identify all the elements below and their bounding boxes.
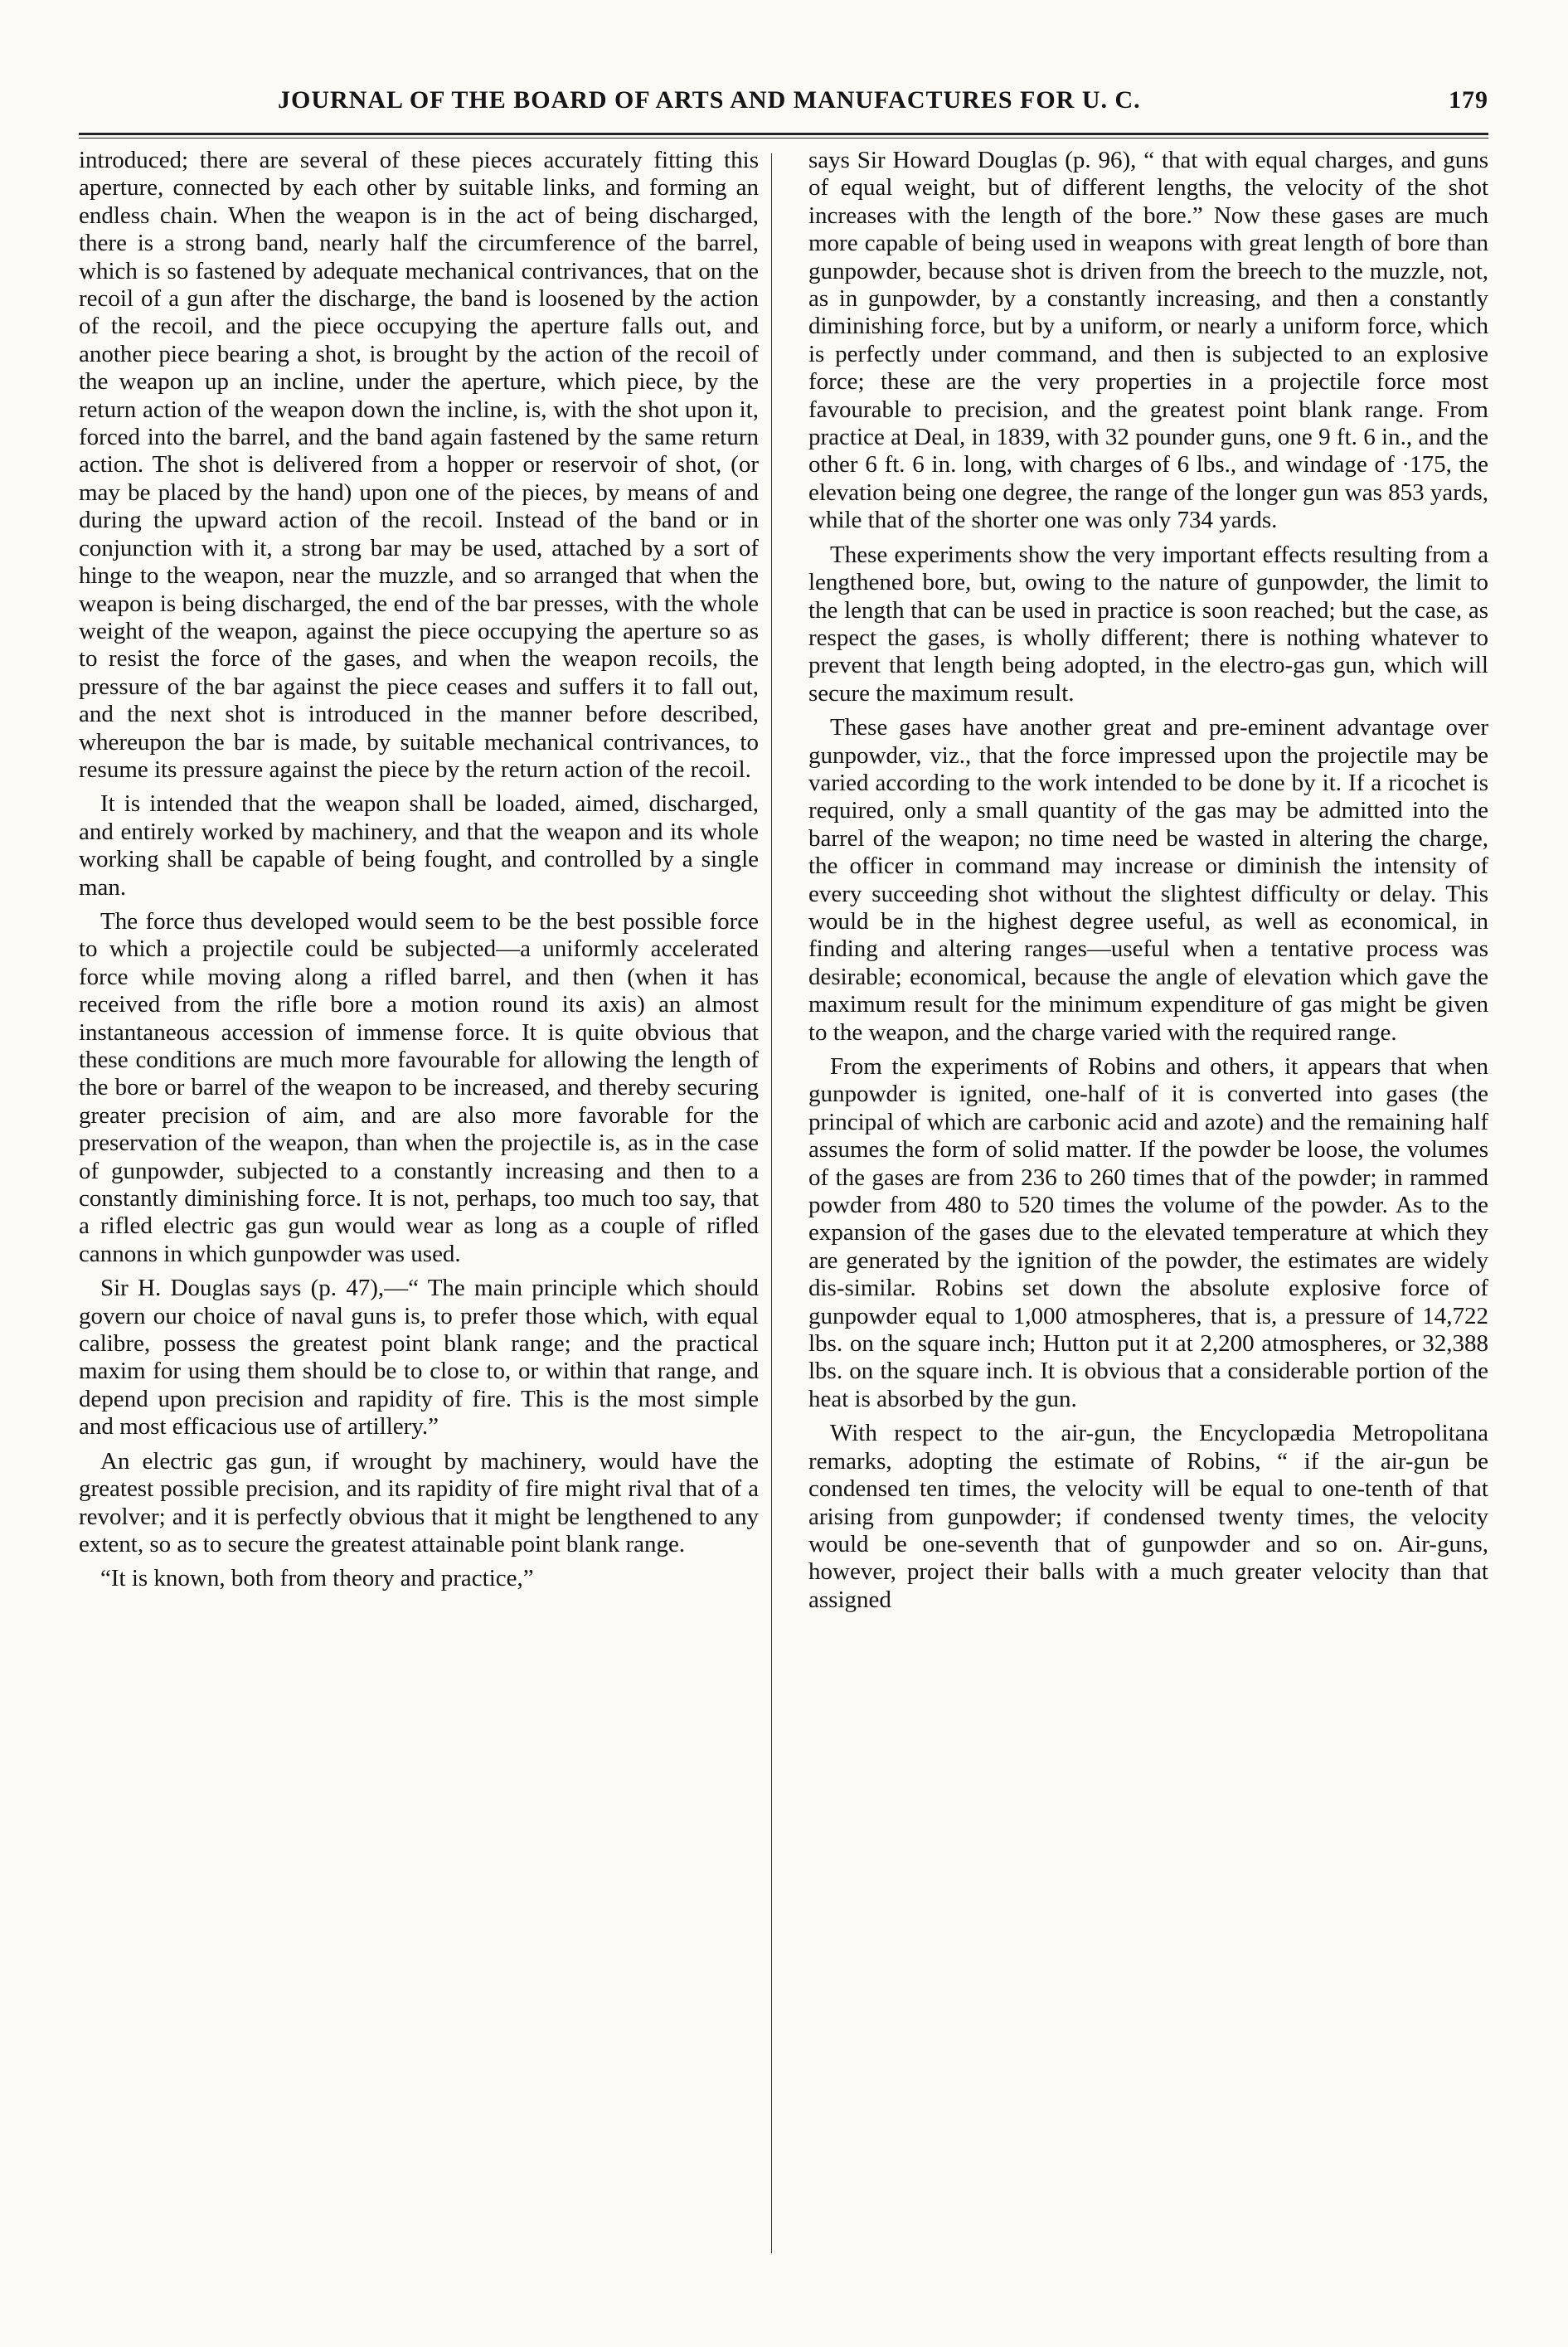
column-divider [771, 153, 772, 2253]
paragraph: It is intended that the weapon shall be loaded, aimed, discharged, and entirely worked by machinery, and that the weapon and its whole working shall be capable of being fought, and controlled by a single man. [79, 790, 759, 901]
page-number: 179 [1449, 86, 1488, 114]
paragraph: An electric gas gun, if wrought by machinery, would have the greatest possible precision, and its rapidity of fire might rival that of a revolver; and it is perfectly obvious that it might be lengthened to any extent, so as to secure the greatest attainable point blank range. [79, 1447, 759, 1557]
text-columns [79, 147, 1488, 2270]
header-rule [79, 133, 1488, 138]
left-column [79, 147, 759, 2270]
paragraph: Sir H. Douglas says (p. 47),—“ The main principle which should govern our choice of naval guns is, to prefer those which, with equal calibre, possess the greatest point blank range; and the practical maxim for using them should be to close to, or within that range, and depend upon precision and rapidity of fire. This is the most simple and most efficacious use of artillery.” [79, 1275, 759, 1441]
right-column [808, 147, 1488, 2270]
paragraph: These gases have another great and pre-eminent advantage over gunpowder, viz., that the force impressed upon the projectile may be varied according to the work intended to be done by it. If a ricochet is required, only a small quantity of the gas may be admitted into the barrel of the weapon; no time need be wasted in altering the charge, the officer in command may increase or diminish the intensity of every succeeding shot without the slightest difficulty or delay. This would be in the highest degree useful, as well as economical, in finding and altering ranges—useful when a tentative process was desirable; economical, because the angle of elevation which gave the maximum result for the minimum expenditure of gas might be given to the weapon, and the charge varied with the required range. [808, 714, 1488, 1046]
paragraph: These experiments show the very important effects resulting from a lengthened bore, but, owing to the nature of gunpowder, the limit to the length that can be used in practice is soon reached; but the case, as respect the gases, is wholly different; there is nothing whatever to prevent that length being adopted, in the electro-gas gun, which will secure the maximum result. [808, 541, 1488, 707]
paragraph: “It is known, both from theory and practice,” [100, 1565, 534, 1592]
document-page [79, 83, 1488, 2289]
paragraph: introduced; there are several of these pieces accurately fitting this aperture, connected by each other by suitable links, and forming an endless chain. When the weapon is in the act of being discharged, there is a strong band, nearly half the circumference of the barrel, which is so fastened by adequate mechanical contrivances, that on the recoil of a gun after the discharge, the band is loosened by the action of the recoil, and the piece occupying the aperture falls out, and another piece bearing a shot, is brought by the action of the recoil of the weapon up an incline, under the aperture, which piece, by the return action of the weapon down the incline, is, with the shot upon it, forced into the barrel, and the band again fastened by the same return action. The shot is delivered from a hopper or reservoir of shot, (or may be placed by the hand) upon one of the pieces, by means of and during the upward action of the recoil. Instead of the band or in conjunction with it, a strong bar may be used, attached by a sort of hinge to the weapon, near the muzzle, and so arranged that when the weapon is being discharged, the end of the bar presses, with the whole weight of the weapon, against the piece occupying the aperture so as to resist the force of the gases, and when the weapon recoils, the pressure of the bar against the piece ceases and suffers it to fall out, and the next shot is introduced in the manner before described, whereupon the bar is made, by suitable mechanical contrivances, to resume its pressure against the piece by the return action of the recoil. [79, 147, 759, 783]
page-header [79, 83, 1488, 121]
running-head: JOURNAL OF THE BOARD OF ARTS AND MANUFACTURES FOR U. C. [278, 86, 1141, 114]
paragraph: From the experiments of Robins and others, it appears that when gunpowder is ignited, one-half of it is converted into gases (the principal of which are carbonic acid and azote) and the remaining half assumes the form of solid matter. If the powder be loose, the volumes of the gases are from 236 to 260 times that of the powder; in rammed powder from 480 to 520 times the volume of the powder. As to the expansion of the gases due to the elevated temperature at which they are generated by the ignition of the powder, the estimates are widely dis-similar. Robins set down the absolute explosive force of gunpowder equal to 1,000 atmospheres, that is, a pressure of 14,722 lbs. on the square inch; Hutton put it at 2,200 atmospheres, or 32,388 lbs. on the square inch. It is obvious that a considerable portion of the heat is absorbed by the gun. [808, 1053, 1488, 1412]
paragraph: The force thus developed would seem to be the best possible force to which a projectile could be subjected—a uniformly accelerated force while moving along a rifled barrel, and then (when it has received from the rifle bore a motion round its axis) an almost instantaneous accession of immense force. It is quite obvious that these conditions are much more favourable for allowing the length of the bore or barrel of the weapon to be increased, and thereby securing greater precision of aim, and are also more favorable for the preservation of the weapon, than when the projectile is, as in the case of gunpowder, subjected to a constantly increasing and then to a constantly diminishing force. It is not, perhaps, too much too say, that a rifled electric gas gun would wear as long as a couple of rifled cannons in which gunpowder was used. [79, 907, 759, 1267]
paragraph: says Sir Howard Douglas (p. 96), “ that with equal charges, and guns of equal weight, but of different lengths, the velocity of the shot increases with the length of the bore.” Now these gases are much more capable of being used in weapons with great length of bore than gunpowder, because shot is driven from the breech to the muzzle, not, as in gunpowder, by a constantly increasing, and then a constantly diminishing force, but by a uniform, or nearly a uniform force, which is perfectly under command, and then is subjected to an explosive force; these are the very properties in a projectile force most favourable to precision, and the greatest point blank range. From practice at Deal, in 1839, with 32 pounder guns, one 9 ft. 6 in., and the other 6 ft. 6 in. long, with charges of 6 lbs., and windage of ·175, the elevation being one degree, the range of the longer gun was 853 yards, while that of the shorter one was only 734 yards. [808, 147, 1488, 534]
paragraph: With respect to the air-gun, the Encyclopædia Metropolitana remarks, adopting the estimate of Robins, “ if the air-gun be condensed ten times, the velocity will be equal to one-tenth of that arising from gunpowder; if condensed twenty times, the velocity would be one-seventh that of gunpowder and so on. Air-guns, however, project their balls with a much greater velocity than that assigned [808, 1420, 1488, 1613]
